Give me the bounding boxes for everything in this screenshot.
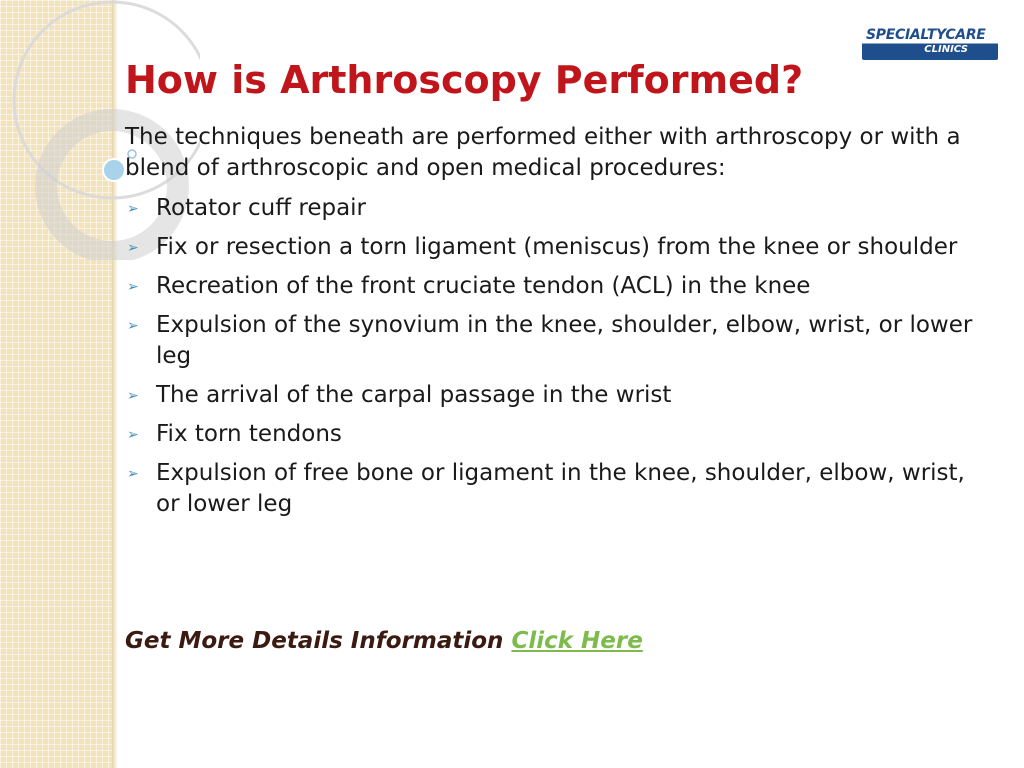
arrow-bullet-icon: ➢	[127, 240, 139, 256]
more-info-line	[125, 628, 643, 654]
list-item	[125, 232, 975, 263]
arrow-bullet-icon: ➢	[127, 201, 139, 217]
list-item-text: Expulsion of the synovium in the knee, shoulder, elbow, wrist, or lower leg	[156, 312, 973, 369]
list-item-text: Rotator cuff repair	[156, 195, 367, 221]
list-item	[125, 271, 975, 302]
list-item-text: The arrival of the carpal passage in the wrist	[156, 382, 672, 408]
list-item	[125, 193, 975, 224]
list-item	[125, 380, 975, 411]
list-item	[125, 310, 975, 372]
logo-brand-bottom: CLINICS	[924, 44, 968, 55]
list-item-text: Expulsion of free bone or ligament in the knee, shoulder, elbow, wrist, or lower leg	[156, 460, 965, 517]
specialtycare-logo	[862, 26, 998, 60]
more-info-text: Get More Details Information	[125, 628, 504, 654]
list-item	[125, 419, 975, 450]
logo-brand-top: SPECIALTYCARE	[866, 27, 986, 43]
list-item-text: Recreation of the front cruciate tendon (ACL) in the knee	[156, 273, 811, 299]
click-here-link[interactable]: Click Here	[511, 628, 643, 654]
arrow-bullet-icon: ➢	[127, 427, 139, 443]
arrow-bullet-icon: ➢	[127, 466, 139, 482]
list-item	[125, 458, 975, 520]
slide-title: How is Arthroscopy Performed?	[125, 58, 804, 102]
arrow-bullet-icon: ➢	[127, 318, 139, 334]
list-item-text: Fix torn tendons	[156, 421, 342, 447]
arrow-bullet-icon: ➢	[127, 279, 139, 295]
procedure-list	[125, 193, 975, 528]
arrow-bullet-icon: ➢	[127, 388, 139, 404]
intro-text: The techniques beneath are performed either with arthroscopy or with a blend of arthroscopic and open medical procedures:	[125, 124, 961, 181]
list-item-text: Fix or resection a torn ligament (meniscus) from the knee or shoulder	[156, 234, 958, 260]
